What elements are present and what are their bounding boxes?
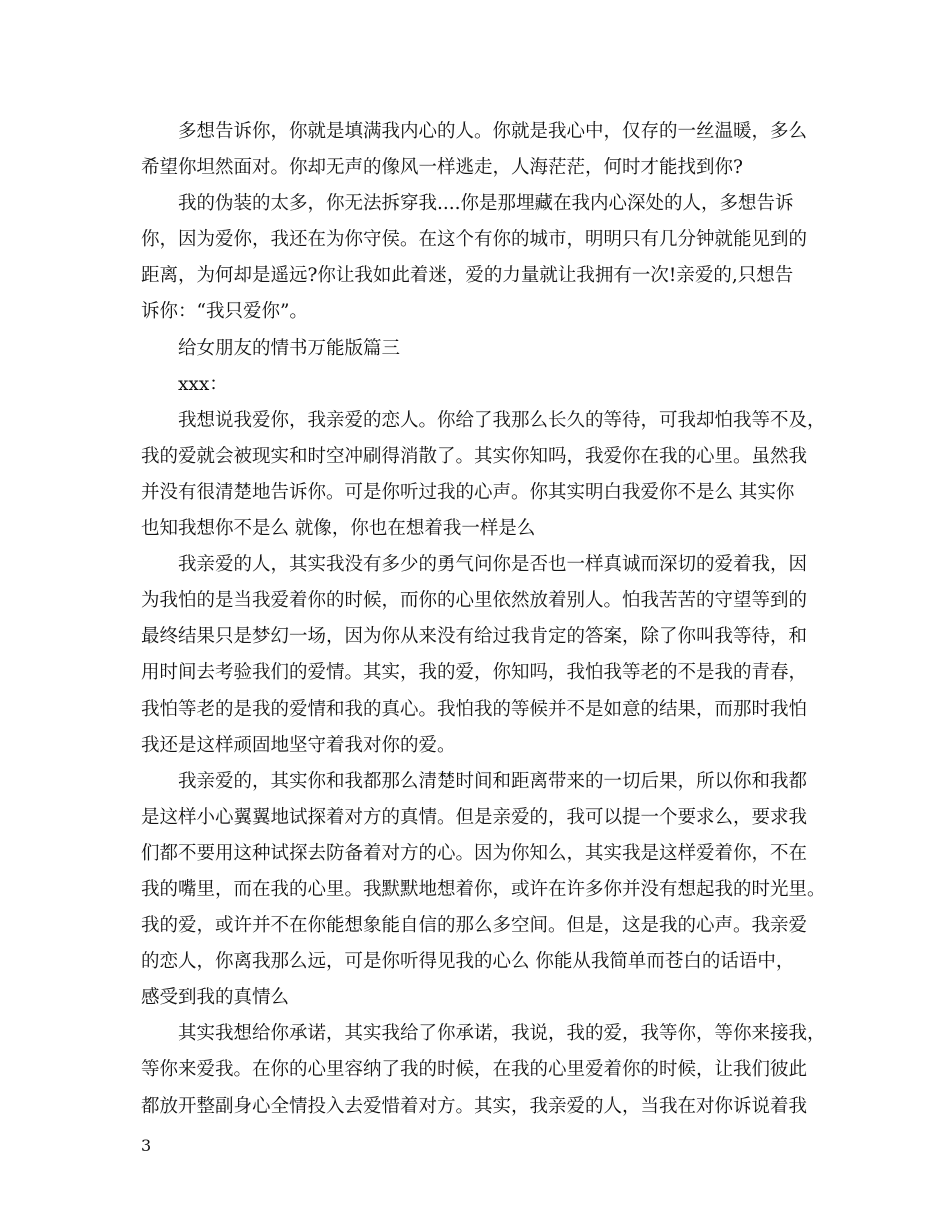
text-line: 你，因为爱你，我还在为你守侯。在这个有你的城市，明明只有几分钟就能见到的 bbox=[141, 229, 808, 251]
text-line: 我想说我爱你，我亲爱的恋人。你给了我那么长久的等待，可我却怕我等不及， bbox=[178, 409, 826, 431]
text-line: 其实我想给你承诺，其实我给了你承诺，我说，我的爱，我等你，等你来接我， bbox=[178, 1023, 826, 1045]
text-line: 用时间去考验我们的爱情。其实，我的爱，你知吗，我怕我等老的不是我的青春， bbox=[141, 662, 808, 684]
text-line: 也知我想你不是么 就像，你也在想着我一样是么 bbox=[141, 518, 536, 540]
text-line: 多想告诉你，你就是填满我内心的人。你就是我心中，仅存的一丝温暖，多么 bbox=[178, 121, 808, 142]
salutation bbox=[141, 367, 827, 403]
text-line: 我亲爱的，其实你和我都那么清楚时间和距离带来的一切后果，所以你和我都 bbox=[178, 770, 808, 792]
text-line: 我的嘴里，而在我的心里。我默默地想着你，或许在许多你并没有想起我的时光里。 bbox=[141, 878, 826, 900]
text-line: 我还是这样顽固地坚守着我对你的爱。 bbox=[141, 734, 456, 756]
heading-line: 给女朋友的情书万能版篇三 bbox=[178, 337, 401, 359]
salutation-line: xxx： bbox=[178, 373, 228, 395]
text-line: 最终结果只是梦幻一场，因为你从来没有给过我肯定的答案，除了你叫我等待，和 bbox=[141, 626, 808, 648]
paragraph-6 bbox=[141, 1016, 827, 1124]
text-line: 等你来爱我。在你的心里容纳了我的时候，在我的心里爱着你的时候，让我们彼此 bbox=[141, 1059, 808, 1081]
paragraph-1 bbox=[141, 114, 827, 186]
text-line: 我怕等老的是我的爱情和我的真心。我怕我的等候并不是如意的结果，而那时我怕 bbox=[141, 698, 808, 720]
text-line: 我亲爱的人，其实我没有多少的勇气问你是否也一样真诚而深切的爱着我，因 bbox=[178, 554, 808, 576]
text-line: 都放开整副身心全情投入去爱惜着对方。其实，我亲爱的人，当我在对你诉说着我 bbox=[141, 1095, 808, 1117]
text-line: 我的伪装的太多，你无法拆穿我....你是那埋藏在我内心深处的人，多想告诉 bbox=[178, 193, 794, 215]
paragraph-3 bbox=[141, 403, 827, 547]
text-line: 并没有很清楚地告诉你。可是你听过我的心声。你其实明白我爱你不是么 其实你 bbox=[141, 481, 795, 503]
paragraph-4 bbox=[141, 547, 827, 764]
text-line: 为我怕的是当我爱着你的时候，而你的心里依然放着别人。怕我苦苦的守望等到的 bbox=[141, 590, 808, 612]
text-line: 感受到我的真情么 bbox=[141, 987, 290, 1009]
text-line: 是这样小心翼翼地试探着对方的真情。但是亲爱的，我可以提一个要求么，要求我 bbox=[141, 806, 808, 828]
section-heading bbox=[141, 331, 827, 367]
text-line: 们都不要用这种试探去防备着对方的心。因为你知么，其实我是这样爱着你，不在 bbox=[141, 842, 808, 864]
document-body bbox=[141, 114, 827, 1125]
text-line: 我的爱，或许并不在你能想象能自信的那么多空间。但是，这是我的心声。我亲爱 bbox=[141, 915, 808, 937]
text-line: 我的爱就会被现实和时空冲刷得消散了。其实你知吗，我爱你在我的心里。虽然我 bbox=[141, 445, 808, 467]
text-line: 距离，为何却是遥远?你让我如此着迷，爱的力量就让我拥有一次!亲爱的,只想告 bbox=[141, 265, 794, 287]
paragraph-2 bbox=[141, 186, 827, 330]
text-line: 诉你：“我只爱你”。 bbox=[141, 301, 308, 323]
page-number: 3 bbox=[141, 1136, 152, 1155]
text-line: 的恋人，你离我那么远，可是你听得见我的心么 你能从我简单而苍白的话语中， bbox=[141, 951, 795, 973]
paragraph-5 bbox=[141, 764, 827, 1017]
text-line: 希望你坦然面对。你却无声的像风一样逃走，人海茫茫，何时才能找到你? bbox=[141, 157, 743, 179]
